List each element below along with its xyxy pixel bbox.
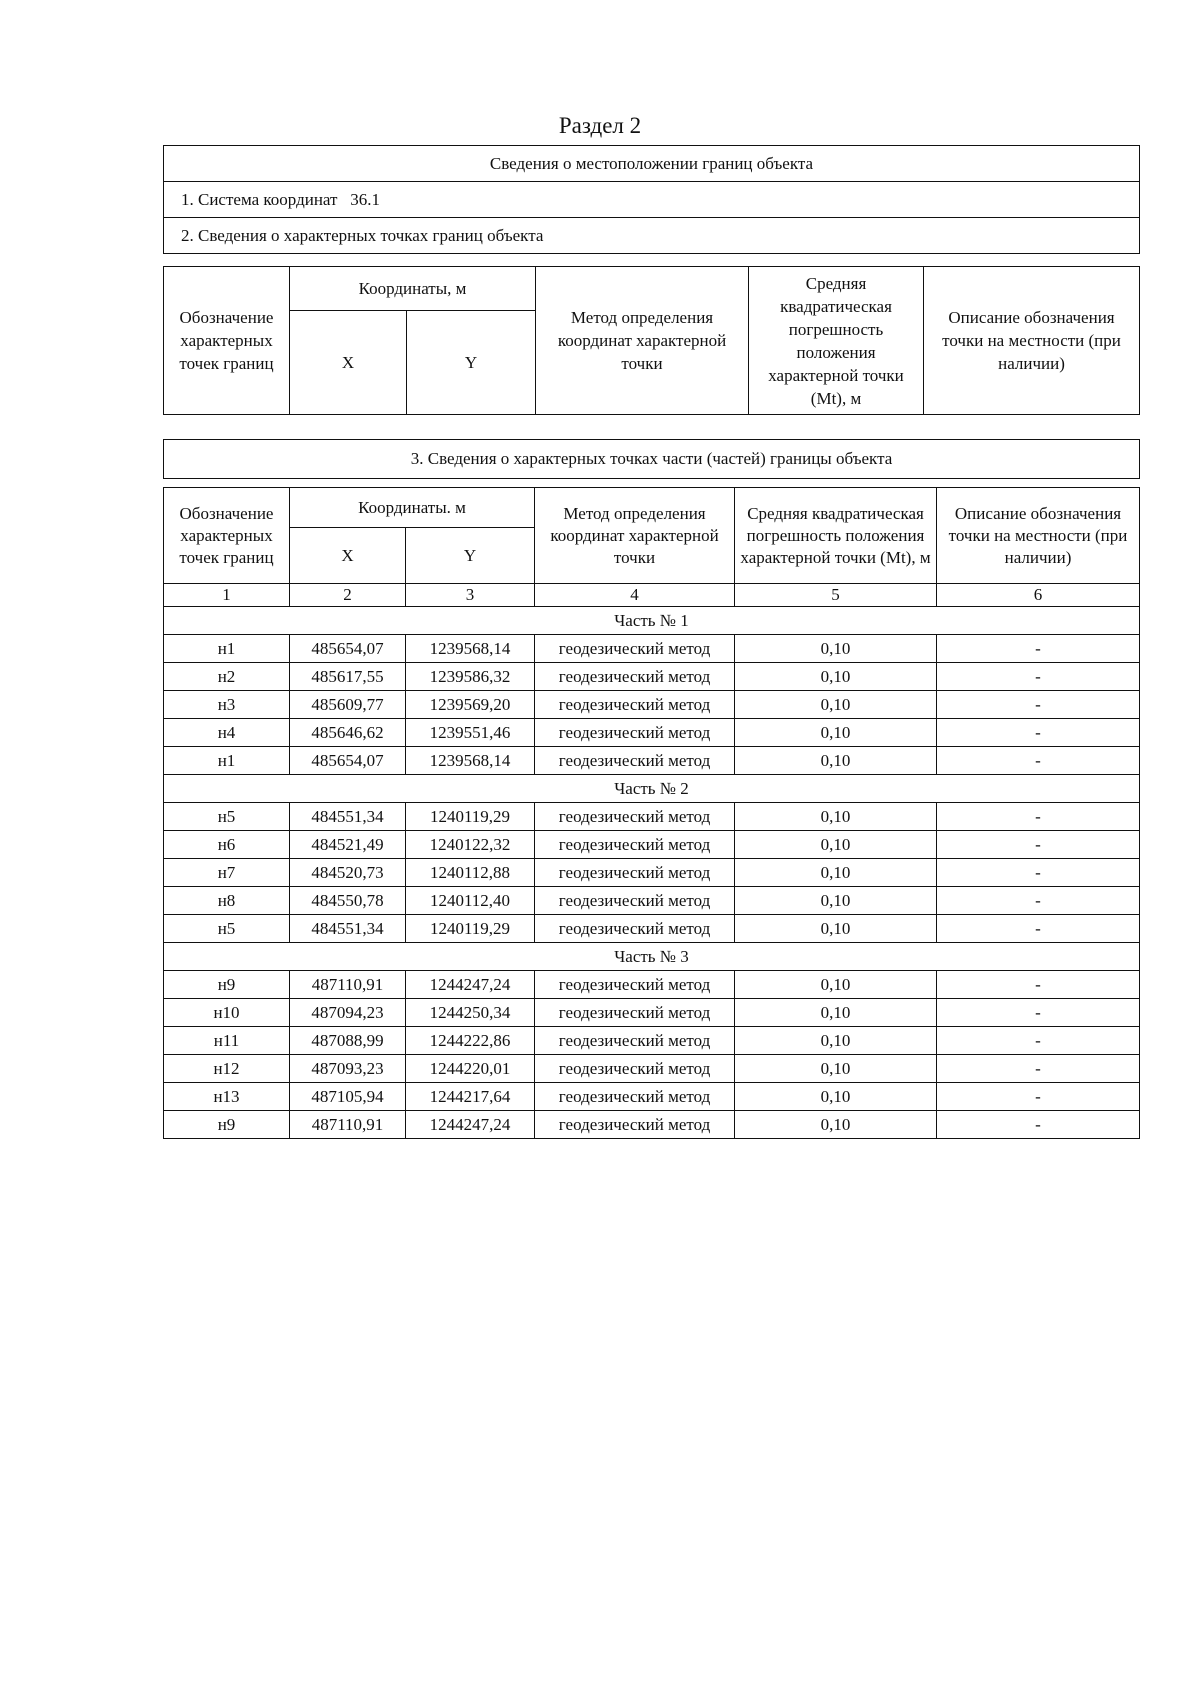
point-id-cell: н4 — [164, 719, 290, 747]
point-y-cell: 1240112,40 — [406, 887, 535, 915]
point-description-cell: - — [937, 831, 1140, 859]
point-x-cell: 487110,91 — [290, 1111, 406, 1139]
point-x-cell: 487110,91 — [290, 971, 406, 999]
part-title-row — [164, 607, 1140, 635]
parts-col-designation-header: Обозначение характерных точек границ — [164, 488, 290, 584]
point-description-cell: - — [937, 887, 1140, 915]
point-id-cell: н7 — [164, 859, 290, 887]
point-error-cell: 0,10 — [735, 635, 937, 663]
point-x-cell: 487093,23 — [290, 1055, 406, 1083]
point-method-cell: геодезический метод — [535, 915, 735, 943]
point-id-cell: н11 — [164, 1027, 290, 1055]
point-error-cell: 0,10 — [735, 747, 937, 775]
column-number: 2 — [290, 584, 406, 607]
point-y-cell: 1239568,14 — [406, 635, 535, 663]
point-id-cell: н2 — [164, 663, 290, 691]
parts-col-x-header: X — [290, 528, 406, 584]
parts-header-row-1 — [164, 488, 1140, 528]
point-x-cell: 487105,94 — [290, 1083, 406, 1111]
column-numbers-row — [164, 584, 1140, 607]
point-id-cell: н1 — [164, 747, 290, 775]
coord-system-label: 1. Система координат — [181, 189, 338, 209]
point-y-cell: 1244247,24 — [406, 1111, 535, 1139]
col-designation-header: Обозначение характерных точек границ — [164, 267, 290, 415]
point-y-cell: 1239568,14 — [406, 747, 535, 775]
point-x-cell: 485654,07 — [290, 635, 406, 663]
col-error-header: Средняя квадратическая погрешность положения характерной точки (Mt), м — [749, 267, 924, 415]
point-x-cell: 487094,23 — [290, 999, 406, 1027]
point-description-cell: - — [937, 719, 1140, 747]
point-y-cell: 1244250,34 — [406, 999, 535, 1027]
point-id-cell: н3 — [164, 691, 290, 719]
point-y-cell: 1244217,64 — [406, 1083, 535, 1111]
column-number: 5 — [735, 584, 937, 607]
point-error-cell: 0,10 — [735, 831, 937, 859]
point-description-cell: - — [937, 803, 1140, 831]
point-id-cell: н1 — [164, 635, 290, 663]
table-row — [164, 663, 1140, 691]
coord-system-cell — [164, 182, 1140, 218]
point-id-cell: н9 — [164, 971, 290, 999]
col-x-header: X — [290, 311, 407, 415]
point-error-cell: 0,10 — [735, 663, 937, 691]
point-y-cell: 1239586,32 — [406, 663, 535, 691]
column-number: 3 — [406, 584, 535, 607]
parts-col-error-header: Средняя квадратическая погрешность положения характерной точки (Mt), м — [735, 488, 937, 584]
table-row — [164, 831, 1140, 859]
point-error-cell: 0,10 — [735, 1083, 937, 1111]
point-method-cell: геодезический метод — [535, 831, 735, 859]
col-description-header: Описание обозначения точки на местности (при наличии) — [924, 267, 1140, 415]
table-row — [164, 999, 1140, 1027]
point-error-cell: 0,10 — [735, 1027, 937, 1055]
table-row — [164, 719, 1140, 747]
point-y-cell: 1244222,86 — [406, 1027, 535, 1055]
parts-col-y-header: Y — [406, 528, 535, 584]
points-title-row — [164, 218, 1140, 254]
point-id-cell: н5 — [164, 803, 290, 831]
col-coords-header: Координаты, м — [290, 267, 536, 311]
parts-col-coords-header: Координаты. м — [290, 488, 535, 528]
parts-title-row — [164, 440, 1140, 479]
point-error-cell: 0,10 — [735, 719, 937, 747]
point-description-cell: - — [937, 1027, 1140, 1055]
point-error-cell: 0,10 — [735, 859, 937, 887]
point-method-cell: геодезический метод — [535, 1083, 735, 1111]
point-y-cell: 1240112,88 — [406, 859, 535, 887]
point-method-cell: геодезический метод — [535, 1055, 735, 1083]
point-method-cell: геодезический метод — [535, 663, 735, 691]
object-location-title: Сведения о местоположении границ объекта — [164, 146, 1140, 182]
point-id-cell: н6 — [164, 831, 290, 859]
point-id-cell: н5 — [164, 915, 290, 943]
part-title: Часть № 2 — [164, 775, 1140, 803]
point-description-cell: - — [937, 1083, 1140, 1111]
col-method-header: Метод определения координат характерной точки — [536, 267, 749, 415]
point-error-cell: 0,10 — [735, 887, 937, 915]
parts-body — [164, 607, 1140, 1139]
point-method-cell: геодезический метод — [535, 1027, 735, 1055]
coord-system-value: 36.1 — [350, 189, 380, 209]
point-x-cell: 484551,34 — [290, 915, 406, 943]
parts-col-method-header: Метод определения координат характерной точки — [535, 488, 735, 584]
point-description-cell: - — [937, 691, 1140, 719]
point-description-cell: - — [937, 1055, 1140, 1083]
point-description-cell: - — [937, 915, 1140, 943]
point-error-cell: 0,10 — [735, 1111, 937, 1139]
part-title-row — [164, 775, 1140, 803]
section-title: Раздел 2 — [558, 113, 642, 138]
point-error-cell: 0,10 — [735, 971, 937, 999]
object-location-table — [163, 145, 1140, 254]
parts-points-table — [163, 487, 1140, 1139]
part-title: Часть № 1 — [164, 607, 1140, 635]
table-row — [164, 691, 1140, 719]
point-y-cell: 1239551,46 — [406, 719, 535, 747]
point-description-cell: - — [937, 859, 1140, 887]
point-error-cell: 0,10 — [735, 999, 937, 1027]
object-location-title-row — [164, 146, 1140, 182]
table-row — [164, 1111, 1140, 1139]
point-y-cell: 1240122,32 — [406, 831, 535, 859]
table-row — [164, 1055, 1140, 1083]
point-x-cell: 484551,34 — [290, 803, 406, 831]
point-x-cell: 487088,99 — [290, 1027, 406, 1055]
table-row — [164, 803, 1140, 831]
part-title: Часть № 3 — [164, 943, 1140, 971]
column-number: 1 — [164, 584, 290, 607]
point-method-cell: геодезический метод — [535, 887, 735, 915]
boundary-points-header-row-1 — [164, 267, 1140, 311]
table-row — [164, 915, 1140, 943]
point-id-cell: н9 — [164, 1111, 290, 1139]
point-id-cell: н13 — [164, 1083, 290, 1111]
point-method-cell: геодезический метод — [535, 803, 735, 831]
point-x-cell: 484521,49 — [290, 831, 406, 859]
point-method-cell: геодезический метод — [535, 635, 735, 663]
point-description-cell: - — [937, 971, 1140, 999]
point-error-cell: 0,10 — [735, 1055, 937, 1083]
point-y-cell: 1239569,20 — [406, 691, 535, 719]
table-row — [164, 1027, 1140, 1055]
point-y-cell: 1244247,24 — [406, 971, 535, 999]
point-description-cell: - — [937, 1111, 1140, 1139]
point-x-cell: 485654,07 — [290, 747, 406, 775]
point-method-cell: геодезический метод — [535, 691, 735, 719]
table-row — [164, 971, 1140, 999]
point-description-cell: - — [937, 999, 1140, 1027]
point-description-cell: - — [937, 663, 1140, 691]
point-id-cell: н10 — [164, 999, 290, 1027]
point-y-cell: 1240119,29 — [406, 915, 535, 943]
point-id-cell: н12 — [164, 1055, 290, 1083]
table-row — [164, 635, 1140, 663]
point-error-cell: 0,10 — [735, 915, 937, 943]
point-x-cell: 485617,55 — [290, 663, 406, 691]
point-description-cell: - — [937, 635, 1140, 663]
point-id-cell: н8 — [164, 887, 290, 915]
col-y-header: Y — [407, 311, 536, 415]
table-row — [164, 1083, 1140, 1111]
point-method-cell: геодезический метод — [535, 999, 735, 1027]
point-error-cell: 0,10 — [735, 691, 937, 719]
boundary-points-table — [163, 266, 1140, 415]
point-x-cell: 485646,62 — [290, 719, 406, 747]
points-title: 2. Сведения о характерных точках границ объекта — [164, 218, 1140, 254]
table-row — [164, 859, 1140, 887]
coord-system-row — [164, 182, 1140, 218]
parts-title-table — [163, 439, 1140, 479]
part-title-row — [164, 943, 1140, 971]
column-number: 6 — [937, 584, 1140, 607]
table-row — [164, 747, 1140, 775]
column-number: 4 — [535, 584, 735, 607]
point-y-cell: 1240119,29 — [406, 803, 535, 831]
point-x-cell: 484550,78 — [290, 887, 406, 915]
point-y-cell: 1244220,01 — [406, 1055, 535, 1083]
parts-title: 3. Сведения о характерных точках части (частей) границы объекта — [164, 440, 1140, 479]
parts-col-description-header: Описание обозначения точки на местности (при наличии) — [937, 488, 1140, 584]
point-x-cell: 484520,73 — [290, 859, 406, 887]
point-method-cell: геодезический метод — [535, 719, 735, 747]
point-method-cell: геодезический метод — [535, 1111, 735, 1139]
point-method-cell: геодезический метод — [535, 747, 735, 775]
point-method-cell: геодезический метод — [535, 859, 735, 887]
point-x-cell: 485609,77 — [290, 691, 406, 719]
point-method-cell: геодезический метод — [535, 971, 735, 999]
point-error-cell: 0,10 — [735, 803, 937, 831]
table-row — [164, 887, 1140, 915]
point-description-cell: - — [937, 747, 1140, 775]
